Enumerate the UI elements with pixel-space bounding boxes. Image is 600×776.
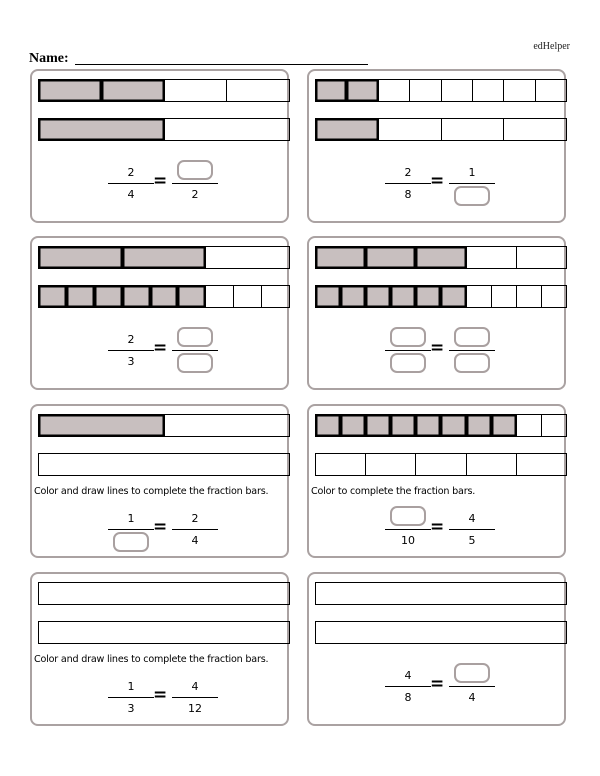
shaded-segment[interactable] xyxy=(39,286,66,307)
shaded-segment[interactable] xyxy=(390,286,415,307)
equals-sign: = xyxy=(153,338,168,358)
problem-card xyxy=(30,69,289,223)
empty-segment[interactable] xyxy=(541,286,566,307)
shaded-segment[interactable] xyxy=(365,247,415,268)
shaded-segment[interactable] xyxy=(177,286,205,307)
numerator: 4 xyxy=(191,680,199,693)
shaded-segment[interactable] xyxy=(365,286,390,307)
empty-segment[interactable] xyxy=(472,80,503,101)
empty-segment[interactable] xyxy=(164,119,290,140)
shaded-segment[interactable] xyxy=(466,415,491,436)
shaded-segment[interactable] xyxy=(66,286,94,307)
fraction-bar[interactable] xyxy=(315,582,567,605)
empty-segment[interactable] xyxy=(233,286,261,307)
shaded-segment[interactable] xyxy=(39,247,122,268)
problem-card xyxy=(307,572,566,726)
empty-segment[interactable] xyxy=(516,247,566,268)
equals-sign: = xyxy=(430,171,445,191)
problem-card xyxy=(307,236,566,390)
empty-segment[interactable] xyxy=(516,454,566,475)
empty-segment[interactable] xyxy=(365,454,415,475)
denominator-answer-box[interactable] xyxy=(390,353,426,373)
shaded-segment[interactable] xyxy=(316,247,365,268)
empty-segment[interactable] xyxy=(378,80,409,101)
denominator: 4 xyxy=(468,691,476,704)
empty-segment[interactable] xyxy=(503,119,566,140)
shaded-segment[interactable] xyxy=(39,80,101,101)
shaded-segment[interactable] xyxy=(101,80,164,101)
fraction-bar-line xyxy=(449,529,495,530)
empty-segment[interactable] xyxy=(261,286,289,307)
numerator: 2 xyxy=(127,333,135,346)
denominator: 3 xyxy=(127,355,135,368)
numerator: 1 xyxy=(127,680,135,693)
shaded-segment[interactable] xyxy=(390,415,415,436)
empty-segment[interactable] xyxy=(39,454,289,475)
shaded-segment[interactable] xyxy=(316,286,340,307)
denominator: 8 xyxy=(404,691,412,704)
shaded-segment[interactable] xyxy=(316,415,340,436)
name-input-line[interactable] xyxy=(75,64,368,65)
shaded-segment[interactable] xyxy=(39,415,164,436)
empty-segment[interactable] xyxy=(316,454,365,475)
fraction-bar-line xyxy=(449,686,495,687)
empty-segment[interactable] xyxy=(535,80,566,101)
instruction-text: Color to complete the fraction bars. xyxy=(311,486,476,497)
shaded-segment[interactable] xyxy=(340,415,365,436)
denominator: 8 xyxy=(404,188,412,201)
fraction-bar-line xyxy=(108,529,154,530)
equals-sign: = xyxy=(430,517,445,537)
equals-sign: = xyxy=(153,685,168,705)
problem-card xyxy=(30,404,289,558)
shaded-segment[interactable] xyxy=(150,286,178,307)
shaded-segment[interactable] xyxy=(346,80,377,101)
numerator-answer-box[interactable] xyxy=(390,327,426,347)
denominator: 12 xyxy=(188,702,202,715)
numerator: 2 xyxy=(127,166,135,179)
empty-segment[interactable] xyxy=(466,247,516,268)
shaded-segment[interactable] xyxy=(415,415,440,436)
empty-segment[interactable] xyxy=(466,454,516,475)
fraction-bar-line xyxy=(172,183,218,184)
shaded-segment[interactable] xyxy=(122,286,150,307)
numerator: 4 xyxy=(404,669,412,682)
denominator: 4 xyxy=(191,534,199,547)
empty-segment[interactable] xyxy=(164,415,290,436)
shaded-segment[interactable] xyxy=(415,247,465,268)
equals-sign: = xyxy=(153,517,168,537)
empty-segment[interactable] xyxy=(205,286,233,307)
empty-segment[interactable] xyxy=(491,286,516,307)
fraction-bar-line xyxy=(449,183,495,184)
shaded-segment[interactable] xyxy=(340,286,365,307)
instruction-text: Color and draw lines to complete the fraction bars. xyxy=(34,654,269,665)
denominator-answer-box[interactable] xyxy=(113,532,149,552)
fraction-bar[interactable] xyxy=(315,118,567,141)
fraction-bar-line xyxy=(385,529,431,530)
fraction-bar-line xyxy=(385,350,431,351)
numerator: 1 xyxy=(468,166,476,179)
fraction-bar[interactable] xyxy=(38,79,290,102)
numerator-answer-box[interactable] xyxy=(390,506,426,526)
shaded-segment[interactable] xyxy=(415,286,440,307)
numerator-answer-box[interactable] xyxy=(454,327,490,347)
denominator: 2 xyxy=(191,188,199,201)
denominator: 4 xyxy=(127,188,135,201)
equals-sign: = xyxy=(430,674,445,694)
denominator: 10 xyxy=(401,534,415,547)
instruction-text: Color and draw lines to complete the fraction bars. xyxy=(34,486,269,497)
empty-segment[interactable] xyxy=(409,80,440,101)
fraction-bar-line xyxy=(172,350,218,351)
problem-card xyxy=(30,572,289,726)
denominator-answer-box[interactable] xyxy=(454,186,490,206)
shaded-segment[interactable] xyxy=(122,247,206,268)
fraction-bar[interactable] xyxy=(38,118,290,141)
problem-card xyxy=(307,404,566,558)
fraction-bar[interactable] xyxy=(315,79,567,102)
empty-segment[interactable] xyxy=(503,80,534,101)
empty-segment[interactable] xyxy=(378,119,441,140)
equals-sign: = xyxy=(430,338,445,358)
fraction-bar-line xyxy=(449,350,495,351)
empty-segment[interactable] xyxy=(415,454,465,475)
fraction-bar[interactable] xyxy=(38,621,290,644)
empty-segment[interactable] xyxy=(441,119,504,140)
shaded-segment[interactable] xyxy=(491,415,516,436)
numerator: 2 xyxy=(404,166,412,179)
denominator: 5 xyxy=(468,534,476,547)
numerator: 2 xyxy=(191,512,199,525)
brand-label: edHelper xyxy=(533,41,570,52)
fraction-bar-line xyxy=(108,350,154,351)
empty-segment[interactable] xyxy=(316,622,566,643)
empty-segment[interactable] xyxy=(516,415,541,436)
fraction-bar[interactable] xyxy=(315,246,567,269)
name-label: Name: xyxy=(29,51,69,66)
fraction-bar[interactable] xyxy=(315,414,567,437)
shaded-segment[interactable] xyxy=(316,119,378,140)
shaded-segment[interactable] xyxy=(440,415,465,436)
denominator-answer-box[interactable] xyxy=(177,353,213,373)
numerator-answer-box[interactable] xyxy=(177,160,213,180)
empty-segment[interactable] xyxy=(205,247,289,268)
empty-segment[interactable] xyxy=(39,583,289,604)
fraction-bar[interactable] xyxy=(38,582,290,605)
empty-segment[interactable] xyxy=(466,286,491,307)
equals-sign: = xyxy=(153,171,168,191)
fraction-bar-line xyxy=(385,686,431,687)
problem-card xyxy=(30,236,289,390)
empty-segment[interactable] xyxy=(39,622,289,643)
fraction-bar-line xyxy=(172,529,218,530)
shaded-segment[interactable] xyxy=(365,415,390,436)
fraction-bar[interactable] xyxy=(38,414,290,437)
fraction-bar[interactable] xyxy=(38,285,290,308)
shaded-segment[interactable] xyxy=(440,286,465,307)
shaded-segment[interactable] xyxy=(94,286,122,307)
denominator-answer-box[interactable] xyxy=(454,353,490,373)
fraction-bar[interactable] xyxy=(315,285,567,308)
empty-segment[interactable] xyxy=(541,415,566,436)
numerator-answer-box[interactable] xyxy=(177,327,213,347)
fraction-bar[interactable] xyxy=(315,621,567,644)
numerator-answer-box[interactable] xyxy=(454,663,490,683)
empty-segment[interactable] xyxy=(164,80,227,101)
shaded-segment[interactable] xyxy=(316,80,346,101)
shaded-segment[interactable] xyxy=(39,119,164,140)
fraction-bar-line xyxy=(108,183,154,184)
empty-segment[interactable] xyxy=(516,286,541,307)
fraction-bar-line xyxy=(172,697,218,698)
numerator: 1 xyxy=(127,512,135,525)
fraction-bar-line xyxy=(385,183,431,184)
fraction-bar-line xyxy=(108,697,154,698)
empty-segment[interactable] xyxy=(441,80,472,101)
empty-segment[interactable] xyxy=(226,80,289,101)
fraction-bar[interactable] xyxy=(38,453,290,476)
numerator: 4 xyxy=(468,512,476,525)
problem-card xyxy=(307,69,566,223)
denominator: 3 xyxy=(127,702,135,715)
fraction-bar[interactable] xyxy=(315,453,567,476)
fraction-bar[interactable] xyxy=(38,246,290,269)
empty-segment[interactable] xyxy=(316,583,566,604)
